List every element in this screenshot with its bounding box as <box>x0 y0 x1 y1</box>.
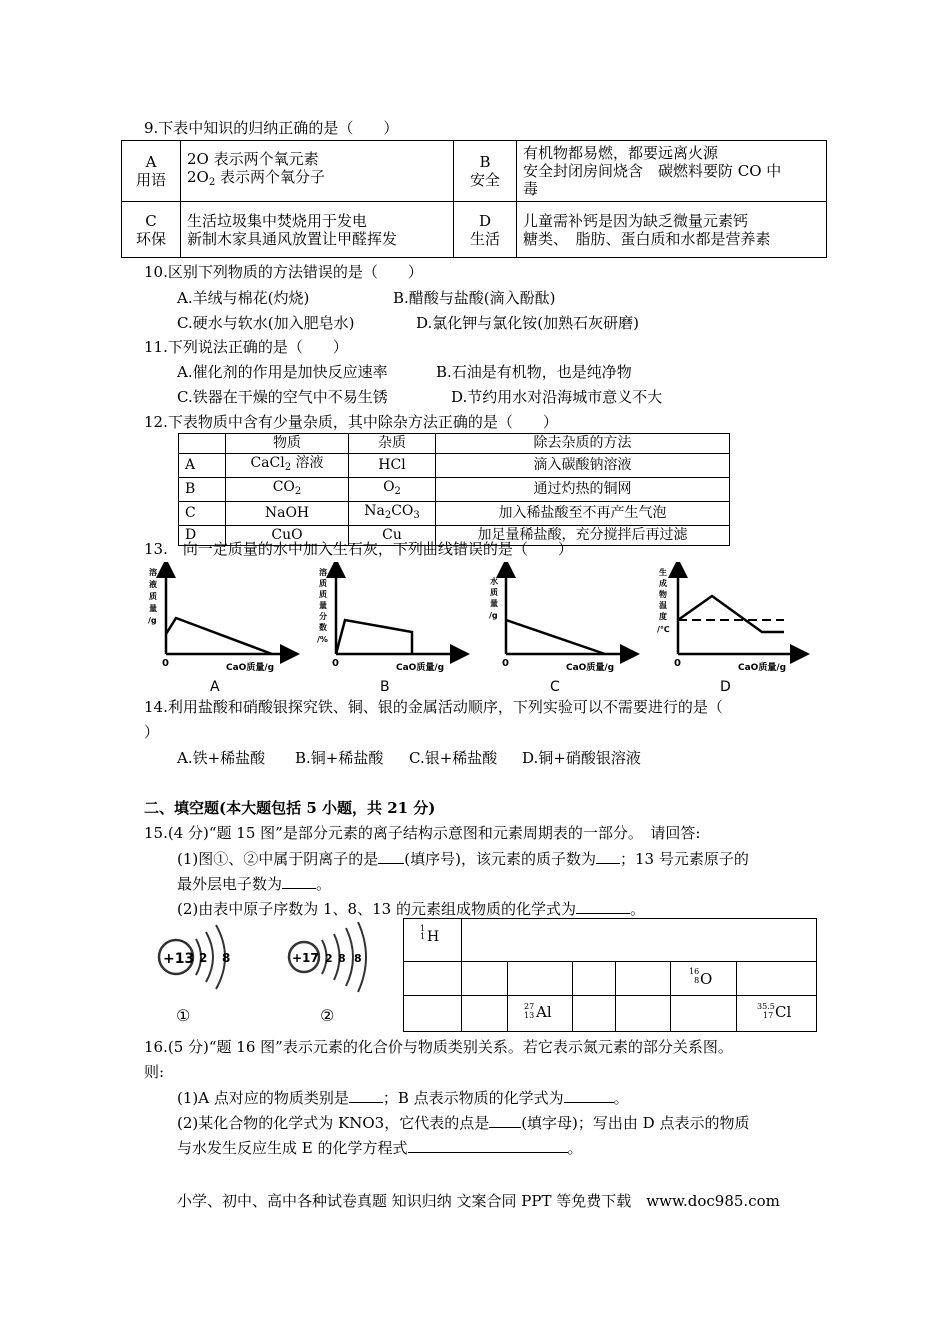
q13-stem: 13. 向一定质量的水中加入生石灰，下列曲线错误的是（ ） <box>144 540 573 558</box>
svg-text:CaO质量/g: CaO质量/g <box>226 663 275 673</box>
svg-text:溶: 溶 <box>149 568 157 577</box>
table-row: D CuO Cu 加足量稀盐酸，充分搅拌后再过滤 <box>179 526 730 546</box>
q14-option-c: C.银+稀盐酸 <box>409 749 498 767</box>
svg-text:C: C <box>550 679 560 695</box>
svg-text:质: 质 <box>319 590 327 599</box>
svg-text:温: 温 <box>659 601 667 610</box>
answer-blank[interactable] <box>282 873 316 889</box>
q16-part2-line1: (2)某化合物的化学式为 KNO3，它代表的点是 (填字母)；写出由 D 点表示的物质 <box>177 1114 750 1132</box>
q10-option-a: A.羊绒与棉花(灼烧) <box>177 289 310 307</box>
pt-cell <box>671 996 737 1031</box>
q10-option-c: C.硬水与软水(加入肥皂水) <box>177 314 355 332</box>
pt-cell-h: 1 1 H <box>404 919 462 962</box>
q9-cell-c-content: 生活垃圾集中焚烧用于发电 新制木家具通风放置让甲醛挥发 <box>181 202 454 258</box>
pt-cell <box>404 962 462 996</box>
answer-blank[interactable] <box>489 1112 521 1128</box>
answer-blank[interactable] <box>564 1087 614 1103</box>
svg-text:液: 液 <box>149 580 157 589</box>
answer-blank[interactable] <box>349 1087 383 1103</box>
q16-part1: (1)A 点对应的物质类别是 ；B 点表示物质的化学式为 。 <box>177 1089 629 1107</box>
pt-row1-blank <box>462 919 816 962</box>
q14-stem-end: ） <box>144 723 160 741</box>
q14-stem: 14.利用盐酸和硝酸银探究铁、铜、银的金属活动顺序，下列实验可以不需要进行的是（ <box>144 698 723 716</box>
q9-cell-c-label: C 环保 <box>122 202 181 258</box>
svg-text:2: 2 <box>199 951 208 965</box>
svg-text:CaO质量/g: CaO质量/g <box>738 663 787 673</box>
pt-cell <box>404 996 462 1031</box>
q11-option-b: B.石油是有机物，也是纯净物 <box>436 363 632 381</box>
pt-cell-cl: 35.5 17 Cl <box>757 1002 792 1021</box>
q12-header-impurity: 杂质 <box>349 434 436 454</box>
answer-blank[interactable] <box>408 1137 568 1153</box>
svg-text:生: 生 <box>659 568 667 577</box>
svg-text:+17: +17 <box>292 951 319 965</box>
q9-a-line2: $2O_2$ 表示两个氧分子 <box>187 168 325 188</box>
q11-option-d: D.节约用水对沿海城市意义不大 <box>451 388 663 406</box>
svg-text:物: 物 <box>659 590 667 599</box>
q15-part2: (2)由表中原子序数为 1、8、13 的元素组成物质的化学式为 。 <box>177 900 645 918</box>
svg-text:量: 量 <box>319 601 327 610</box>
pt-cell-al: 27 13 Al <box>508 996 573 1031</box>
q16-part2-line2: 与水发生反应生成 E 的化学方程式 。 <box>177 1139 583 1157</box>
ion-diagram-1 <box>150 922 250 1027</box>
svg-text:D: D <box>720 679 731 695</box>
table-row: C NaOH $Na_2CO_3$ 加入稀盐酸至不再产生气泡 <box>179 502 730 526</box>
svg-text:CaO质量/g: CaO质量/g <box>566 663 615 673</box>
q12-header-blank <box>179 434 226 454</box>
graph-b-curve <box>336 620 412 654</box>
q15-stem: 15.(4 分)“题 15 图”是部分元素的离子结构示意图和元素周期表的一部分。 请回答: <box>144 824 701 842</box>
svg-text:质: 质 <box>319 579 327 588</box>
pt-cell <box>573 996 616 1031</box>
pt-cell-o: 16 8 O <box>671 962 737 996</box>
q12-table <box>178 433 730 546</box>
q9-cell-d-content: 儿童需补钙是因为缺乏微量元素钙 糖类、 脂肪、蛋白质和水都是营养素 <box>517 202 827 258</box>
svg-text:②: ② <box>320 1006 335 1025</box>
svg-text:量: 量 <box>149 604 157 613</box>
q12-header-substance: 物质 <box>226 434 349 454</box>
svg-text:①: ① <box>176 1006 191 1025</box>
q9-cell-b-content: 有机物都易燃，都要远离火源 安全封闭房间烧含 碳燃料要防 CO 中 毒 <box>517 141 827 202</box>
svg-text:B: B <box>380 679 390 695</box>
pt-cell <box>616 996 671 1031</box>
q9-stem: 9.下表中知识的归纳正确的是（ ） <box>144 119 399 137</box>
q11-option-a: A.催化剂的作用是加快反应速率 <box>177 363 388 381</box>
graph-a-curve <box>166 618 272 654</box>
q9-a-line1: 2O 表示两个氧元素 <box>187 150 319 168</box>
svg-text:度: 度 <box>659 612 667 621</box>
svg-text:2: 2 <box>325 952 333 965</box>
q13-graph-b <box>310 562 470 697</box>
answer-blank[interactable] <box>576 898 630 914</box>
ion-diagram-2 <box>282 922 382 1027</box>
svg-text:数: 数 <box>319 623 327 632</box>
svg-text:0: 0 <box>674 658 681 669</box>
q14-option-a: A.铁+稀盐酸 <box>177 749 266 767</box>
svg-text:/℃: /℃ <box>657 625 670 634</box>
q9-table <box>121 140 827 258</box>
q9-cell-a-content <box>181 141 454 202</box>
graph-d-curve <box>678 596 784 632</box>
q15-part1-line2: 最外层电子数为 。 <box>177 875 332 893</box>
q12-a-substance: CaCl$_2$ 溶液 <box>226 454 349 478</box>
svg-text:/g: /g <box>489 611 498 620</box>
q12-c-impurity: $Na_2CO_3$ <box>349 502 436 526</box>
svg-text:成: 成 <box>659 579 667 588</box>
svg-text:+13: +13 <box>163 951 195 967</box>
q16-stem: 16.(5 分)“题 16 图”表示元素的化合价与物质类别关系。若它表示氮元素的部分关系图。 <box>144 1038 733 1056</box>
svg-text:0: 0 <box>502 658 509 669</box>
pt-cell <box>616 962 671 996</box>
periodic-table <box>403 918 817 1032</box>
q12-header-method: 除去杂质的方法 <box>436 434 730 454</box>
pt-cell <box>573 962 616 996</box>
q12-stem: 12.下表物质中含有少量杂质，其中除杂方法正确的是（ ） <box>144 413 558 431</box>
svg-text:8: 8 <box>338 952 346 965</box>
svg-text:/g: /g <box>148 616 157 625</box>
svg-text:/%: /% <box>317 635 328 644</box>
answer-blank[interactable] <box>378 848 404 864</box>
svg-text:水: 水 <box>490 577 498 586</box>
q10-stem: 10.区别下列物质的方法错误的是（ ） <box>144 263 423 281</box>
svg-text:量: 量 <box>490 599 498 608</box>
answer-blank[interactable] <box>596 848 620 864</box>
q10-option-b: B.醋酸与盐酸(滴入酚酞) <box>393 289 556 307</box>
q16-stem2: 则: <box>144 1063 165 1081</box>
q12-b-substance: $CO_2$ <box>226 478 349 502</box>
q11-stem: 11.下列说法正确的是（ ） <box>144 338 348 356</box>
q14-option-b: B.铜+稀盐酸 <box>295 749 384 767</box>
pt-cell <box>462 996 508 1031</box>
svg-text:CaO质量/g: CaO质量/g <box>396 663 445 673</box>
svg-text:质: 质 <box>490 588 498 597</box>
graph-c-curve <box>506 620 605 654</box>
svg-text:质: 质 <box>149 592 157 601</box>
svg-text:8: 8 <box>222 951 231 965</box>
svg-text:8: 8 <box>354 952 362 965</box>
table-row: B $CO_2$ $O_2$ 通过灼热的铜网 <box>179 478 730 502</box>
q9-cell-d-label: D 生活 <box>454 202 517 258</box>
pt-cell <box>508 962 573 996</box>
q15-part1-line1: (1)图①、②中属于阴离子的是 (填序号)，该元素的质子数为 ；13 号元素原子的 <box>177 850 749 868</box>
svg-text:0: 0 <box>332 658 339 669</box>
q11-option-c: C.铁器在干燥的空气中不易生锈 <box>177 388 388 406</box>
svg-text:溶: 溶 <box>319 568 327 577</box>
q13-graph-c <box>480 562 640 697</box>
svg-text:分: 分 <box>319 612 327 621</box>
page-footer: 小学、初中、高中各种试卷真题 知识归纳 文案合同 PPT 等免费下载 www.doc985.com <box>177 1192 780 1210</box>
q12-b-impurity: $O_2$ <box>349 478 436 502</box>
svg-text:A: A <box>210 679 220 695</box>
q9-cell-a-label: A 用语 <box>122 141 181 202</box>
section2-title: 二、填空题(本大题包括 5 小题，共 21 分) <box>144 799 436 817</box>
table-row: A CaCl$_2$ 溶液 HCl 滴入碳酸钠溶液 <box>179 454 730 478</box>
pt-cell <box>462 962 508 996</box>
q13-graph-d <box>652 562 812 697</box>
svg-text:0: 0 <box>162 658 169 669</box>
pt-cell <box>737 962 816 996</box>
q10-option-d: D.氯化钾与氯化铵(加熟石灰研磨) <box>416 314 639 332</box>
q14-option-d: D.铜+硝酸银溶液 <box>522 749 641 767</box>
q13-graph-a <box>140 562 300 697</box>
q9-cell-b-label: B 安全 <box>454 141 517 202</box>
